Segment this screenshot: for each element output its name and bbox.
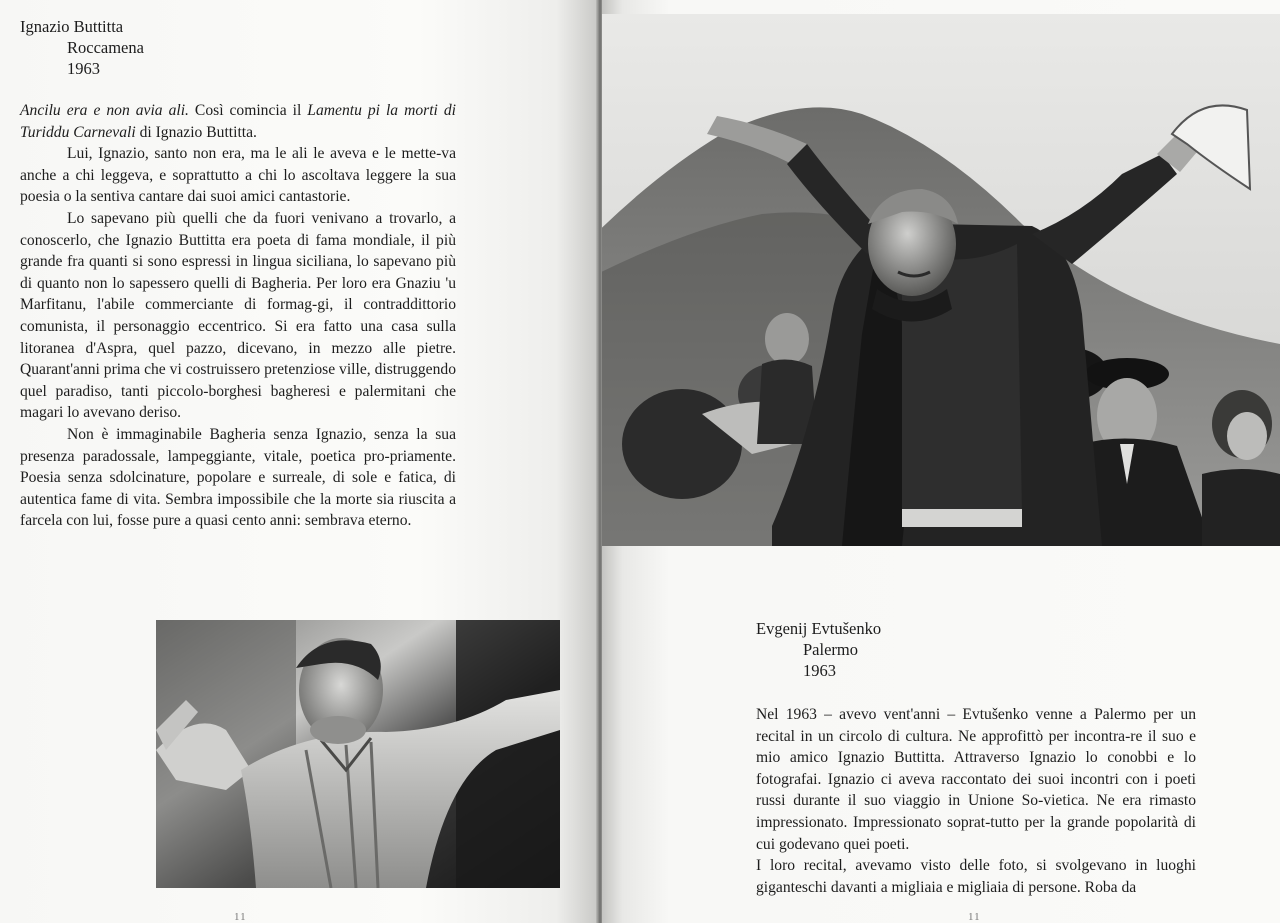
left-header-year: 1963 xyxy=(67,59,100,78)
left-page xyxy=(0,0,598,923)
opening-verse: Ancilu era e non avia ali. xyxy=(20,102,189,119)
right-paragraph-2: I loro recital, avevamo visto delle foto, si svolgevano in luoghi giganteschi davanti a migliaia e migliaia di persone. Roba da xyxy=(756,857,1196,896)
right-folio: 11 xyxy=(968,911,981,923)
right-header-author: Evgenij Evtušenko xyxy=(756,619,882,638)
opening-paragraph xyxy=(20,100,456,143)
left-header xyxy=(20,16,144,79)
left-body-text xyxy=(20,100,456,532)
paragraph-2: Lui, Ignazio, santo non era, ma le ali le aveva e le mette-va anche a chi leggeva, e soprattutto a chi lo ascoltava leggere la sua poesia o la sentiva cantare dai suoi amici cantastorie. xyxy=(20,145,456,206)
right-page xyxy=(602,0,1280,923)
opening-tail: di Ignazio Buttitta. xyxy=(135,123,257,141)
left-header-place: Roccamena xyxy=(67,38,144,57)
left-header-author: Ignazio Buttitta xyxy=(20,17,124,36)
paragraph-4: Non è immaginabile Bagheria senza Ignazio, senza la sua presenza paradossale, lampeggiante, vitale, poetica pro-priamente. Poesia senza sdolcinature, popolare e surreale, di sole e fatica, di autentica fame di vita. Sembra impossibile che la morte sia riuscita a farcela con lui, fosse pure a quasi cento anni: sembrava eterno. xyxy=(20,425,456,530)
right-header xyxy=(756,618,881,681)
right-paragraph-1: Nel 1963 – avevo vent'anni – Evtušenko venne a Palermo per un recital in un circolo di cultura. Ne approfittò per incontra-re il suo e mio amico Ignazio Buttitta. Attraverso Ignazio lo conobbi e lo fotografai. Ignazio ci aveva raccontato dei suoi incontri con i poeti russi durante il suo viaggio in Unione So-vietica. Ne era rimasto impressionato. Impressionato soprat-tutto per la grande popolarità di cui godevano quei poeti. xyxy=(756,706,1196,853)
evtusenko-photo xyxy=(156,620,560,888)
poem-title: Lamentu pi la morti di Turiddu Carnevali xyxy=(20,102,456,141)
right-header-year: 1963 xyxy=(803,661,836,680)
paragraph-3: Lo sapevano più quelli che da fuori venivano a trovarlo, a conoscerlo, che Ignazio Buttitta era poeta di fama mondiale, il più grande fra quanti si sono espressi in lingua siciliana, lo sapevano più di quanto non lo sapessero quelli di Bagheria. Per loro era Gnaziu 'u Marfitanu, l'abile commerciante di formag-gi, il contraddittorio comunista, il personaggio eccentrico. Si era fatto una casa sulla litoranea d'Aspra, quel pazzo, dicevano, in mezzo alle pietre. Quarant'anni prima che vi costruissero pretenziose ville, distruggendo quel paradiso, tanti piccolo-borghesi bagheresi e palermitani che magari lo avevano deriso. xyxy=(20,209,456,422)
right-body-text xyxy=(756,704,1196,898)
left-folio: 11 xyxy=(234,911,247,923)
opening-text: Così comincia il xyxy=(188,102,308,119)
right-header-place: Palermo xyxy=(803,640,858,659)
buttitta-photo xyxy=(602,14,1280,546)
